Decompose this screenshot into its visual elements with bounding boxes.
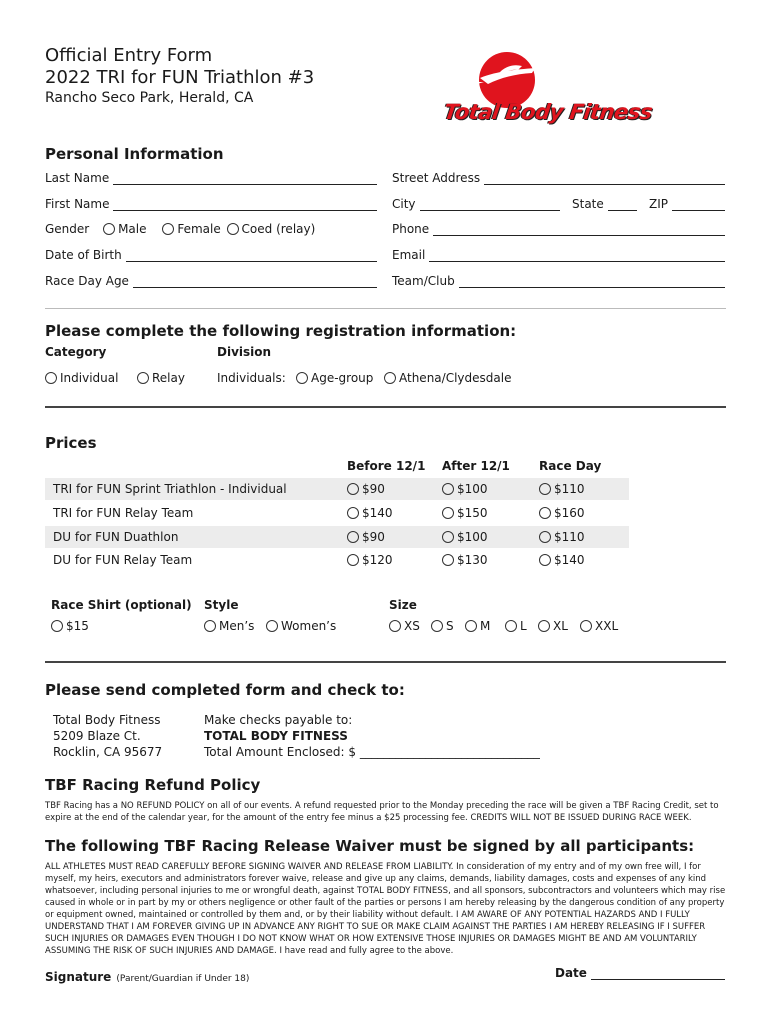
city-field[interactable] <box>392 197 560 211</box>
divider <box>45 406 726 408</box>
first-name-field[interactable] <box>45 197 377 211</box>
gender-row <box>45 222 315 236</box>
individuals-label: Individuals: <box>217 371 286 385</box>
category-individual-radio[interactable]: Individual <box>45 371 118 385</box>
team-field[interactable] <box>392 274 725 288</box>
dob-field[interactable] <box>45 248 377 262</box>
city-label: City <box>392 197 416 211</box>
price-after-radio[interactable]: $130 <box>442 553 488 567</box>
zip-label: ZIP <box>649 197 668 211</box>
shirt-size-xl-radio[interactable]: XL <box>538 619 568 633</box>
date-label: Date <box>555 966 587 980</box>
divider <box>45 308 726 309</box>
shirt-womens-radio[interactable]: Women’s <box>266 619 336 633</box>
mail-address-line3: Rocklin, CA 95677 <box>53 745 163 759</box>
division-age-group-radio[interactable]: Age-group <box>296 371 373 385</box>
gender-male-radio[interactable]: Male <box>103 222 146 236</box>
price-race-day-radio[interactable]: $110 <box>539 482 585 496</box>
category-label: Category <box>45 345 107 359</box>
checks-payable-label: Make checks payable to: <box>204 713 353 727</box>
email-label: Email <box>392 248 426 262</box>
price-row-name: TRI for FUN Sprint Triathlon - Individual <box>53 482 287 496</box>
shirt-style-label: Style <box>204 598 239 612</box>
col-after: After 12/1 <box>442 459 510 473</box>
mail-address-line1: Total Body Fitness <box>53 713 161 727</box>
price-row <box>45 549 629 571</box>
shirt-size-label: Size <box>389 598 417 612</box>
shirt-size-xs-radio[interactable]: XS <box>389 619 420 633</box>
price-after-radio[interactable]: $100 <box>442 482 488 496</box>
mail-address-line2: 5209 Blaze Ct. <box>53 729 141 743</box>
shirt-size-l-radio[interactable]: L <box>505 619 527 633</box>
price-row <box>45 478 629 500</box>
zip-field[interactable] <box>649 197 725 211</box>
date-field[interactable] <box>555 966 725 980</box>
price-race-day-radio[interactable]: $110 <box>539 530 585 544</box>
signature-note: (Parent/Guardian if Under 18) <box>116 974 250 984</box>
shirt-size-m-radio[interactable]: M <box>465 619 490 633</box>
registration-heading: Please complete the following registration information: <box>45 322 517 340</box>
phone-field[interactable] <box>392 222 725 236</box>
personal-info-heading: Personal Information <box>45 145 224 163</box>
division-label: Division <box>217 345 272 359</box>
price-before-radio[interactable]: $120 <box>347 553 393 567</box>
price-row-name: TRI for FUN Relay Team <box>53 506 194 520</box>
shirt-size-s-radio[interactable]: S <box>431 619 454 633</box>
gender-label: Gender <box>45 222 90 236</box>
price-before-radio[interactable]: $90 <box>347 482 385 496</box>
division-athena-radio[interactable]: Athena/Clydesdale <box>384 371 511 385</box>
form-title-line1: Official Entry Form <box>45 45 213 66</box>
refund-text: TBF Racing has a NO REFUND POLICY on all of our events. A refund requested prior to the Monday preceding the race will be given a TBF Racing Credit, set to expire at the end of the calendar year, for the amount of the entry fee minus a $25 processing fee. CREDITS WILL NOT BE ISSUED DURING RACE WEEK. <box>45 801 719 823</box>
price-row <box>45 502 629 524</box>
payee-name: TOTAL BODY FITNESS <box>204 729 348 743</box>
dob-label: Date of Birth <box>45 248 122 262</box>
form-location: Rancho Seco Park, Herald, CA <box>45 90 254 106</box>
state-field[interactable] <box>572 197 637 211</box>
price-before-radio[interactable]: $140 <box>347 506 393 520</box>
race-day-age-field[interactable] <box>45 274 377 288</box>
shirt-label: Race Shirt (optional) <box>51 598 192 612</box>
waiver-heading: The following TBF Racing Release Waiver must be signed by all participants: <box>45 837 695 855</box>
waiver-text: ALL ATHLETES MUST READ CAREFULLY BEFORE SIGNING WAIVER AND RELEASE FROM LIABILITY. In consideration of my entry and of my own free will, I for myself, my heirs, executors and administrators forever waive, release and give up any claims, demands, liability damages, costs and expenses of any kind whatsoever, including personal injuries to me or wrongful death, against TOTAL BODY FITNESS, and all sponsors, subcontractors and volunteers which may rise caused in whole or in part by my or others negligence or other fault of the parties or persons I am hereby releasing by the dangerous condition of any property or equipment owned, maintained or controlled by them and, or by their liability without default. I AM AWARE OF ANY POTENTIAL HAZARDS AND I FULLY UNDERSTAND THAT I AM FOREVER GIVING UP IN ADVANCE ANY RIGHT TO SUE OR MAKE CLAIM AGAINST THE PARTIES I AM HEREBY RELEASING IF I SUFFER SUCH INJURIES OR DAMAGES EVEN THOUGH I DO NOT KNOW WHAT OR HOW EXTENSIVE THOSE INJURIES OR DAMAGES MIGHT BE AND AM VOLUNTARILY ASSUMING THE RISK OF SUCH INJURIES AND DAMAGE. I have read and fully agree to the above. <box>45 862 726 956</box>
street-label: Street Address <box>392 171 481 185</box>
street-field[interactable] <box>392 171 725 185</box>
form-title-line2: 2022 TRI for FUN Triathlon #3 <box>45 67 315 88</box>
team-label: Team/Club <box>392 274 455 288</box>
logo-text: Total Body Fitness <box>442 100 654 124</box>
prices-heading: Prices <box>45 434 97 452</box>
state-label: State <box>572 197 604 211</box>
total-body-fitness-logo <box>440 48 702 132</box>
price-row-name: DU for FUN Relay Team <box>53 553 193 567</box>
divider <box>45 661 726 663</box>
send-heading: Please send completed form and check to: <box>45 681 405 699</box>
last-name-label: Last Name <box>45 171 110 185</box>
email-field[interactable] <box>392 248 725 262</box>
shirt-price-radio[interactable]: $15 <box>51 619 89 633</box>
gender-female-radio[interactable]: Female <box>162 222 220 236</box>
price-before-radio[interactable]: $90 <box>347 530 385 544</box>
col-before: Before 12/1 <box>347 459 426 473</box>
phone-label: Phone <box>392 222 430 236</box>
race-day-age-label: Race Day Age <box>45 274 129 288</box>
shirt-mens-radio[interactable]: Men’s <box>204 619 254 633</box>
price-after-radio[interactable]: $100 <box>442 530 488 544</box>
price-row-name: DU for FUN Duathlon <box>53 530 179 544</box>
total-amount-field[interactable]: Total Amount Enclosed: $ ______________________________ <box>204 745 540 759</box>
price-after-radio[interactable]: $150 <box>442 506 488 520</box>
gender-coed-radio[interactable]: Coed (relay) <box>227 222 316 236</box>
col-race-day: Race Day <box>539 459 602 473</box>
shirt-size-xxl-radio[interactable]: XXL <box>580 619 618 633</box>
signature-field[interactable] <box>45 966 249 985</box>
price-row <box>45 526 629 548</box>
price-race-day-radio[interactable]: $160 <box>539 506 585 520</box>
price-race-day-radio[interactable]: $140 <box>539 553 585 567</box>
signature-label: Signature <box>45 970 112 984</box>
refund-heading: TBF Racing Refund Policy <box>45 776 261 794</box>
category-relay-radio[interactable]: Relay <box>137 371 185 385</box>
last-name-field[interactable] <box>45 171 377 185</box>
first-name-label: First Name <box>45 197 110 211</box>
